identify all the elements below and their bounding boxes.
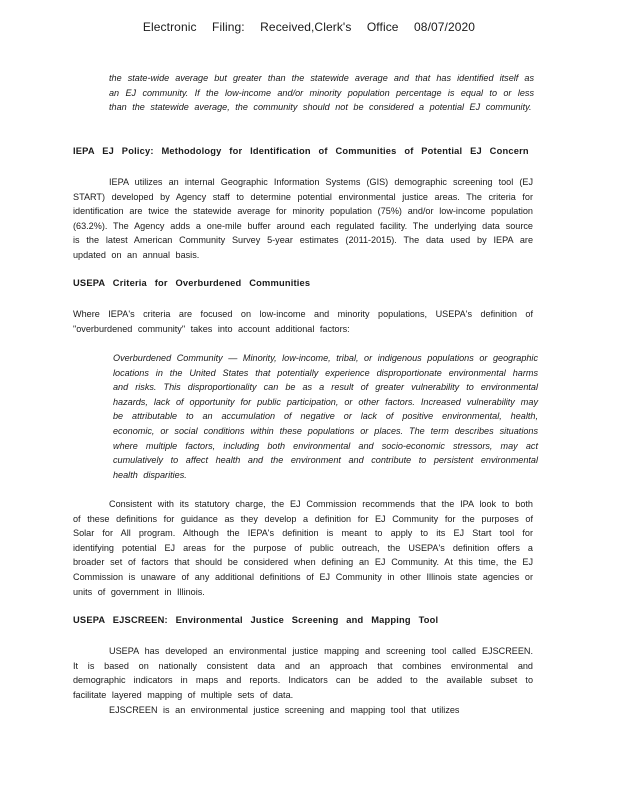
paragraph-usepa-criteria: Where IEPA's criteria are focused on low-income and minority populations, USEPA's definition of "overburdened community" takes into account additional factors: xyxy=(73,309,533,334)
heading-iepa-ej-policy: IEPA EJ Policy: Methodology for Identification of Communities of Potential EJ Concern xyxy=(73,146,529,156)
quote-overburdened-community: Overburdened Community — Minority, low-income, tribal, or indigenous populations or geographic locations in the United States that potentially experience disproportionate environmental harms and risks. This disproportionality can be as a result of greater vulnerability to environmental hazards, lack of opportunity for public participation, or other factors. Increased vulnerability may be attributable to an accumulation of negative or lack of positive environmental, health, economic, or social conditions within these populations or places. The term describes situations where multiple factors, including both environmental and socio-economic stressors, may act cumulatively to affect health and the environment and contribute to persistent environmental health disparities. xyxy=(113,353,538,480)
intro-italic-paragraph: the state-wide average but greater than the statewide average and that has identified itself as an EJ community. If the low-income and/or minority population percentage is equal to or less than the statewide average, the community should not be considered a potential EJ community. xyxy=(109,73,534,113)
heading-usepa-criteria: USEPA Criteria for Overburdened Communities xyxy=(73,278,311,288)
paragraph-ejscreen-continued: EJSCREEN is an environmental justice screening and mapping tool that utilizes xyxy=(109,705,460,715)
paragraph-ejscreen: USEPA has developed an environmental justice mapping and screening tool called EJSCREEN. It is based on nationally consistent data and an approach that combines environmental and demographic indicators in maps and reports. Indicators can be added to the available subset to facilitate layered mapping of multiple sets of data. xyxy=(73,646,533,700)
filing-header: Electronic Filing: Received,Clerk's Office 08/07/2020 xyxy=(142,20,476,34)
paragraph-consistent-charge: Consistent with its statutory charge, the EJ Commission recommends that the IPA look to both of these definitions for guidance as they develop a definition for EJ Community for the purposes of Solar for All program. Although the IEPA's definition is meant to apply to its EJ Start tool for identifying potential EJ areas for the purpose of public outreach, the USEPA's definition offers a broader set of factors that should be considered when defining an EJ Community. At this time, the EJ Commission is unaware of any additional definitions of EJ Community in other Illinois state agencies or units of government in Illinois. xyxy=(73,499,533,597)
heading-usepa-ejscreen: USEPA EJSCREEN: Environmental Justice Screening and Mapping Tool xyxy=(73,615,439,625)
paragraph-iepa-methodology: IEPA utilizes an internal Geographic Information Systems (GIS) demographic screening tool (EJ START) developed by Agency staff to determine potential environmental justice areas. The criteria for identification are twice the statewide average for minority population (75%) and/or low-income population (63.2%). The Agency adds a one-mile buffer around each regulated facility. The underlying data source is the latest American Community Survey 5-year estimates (2011-2015). The data used by IEPA are updated on an annual basis. xyxy=(73,177,533,260)
